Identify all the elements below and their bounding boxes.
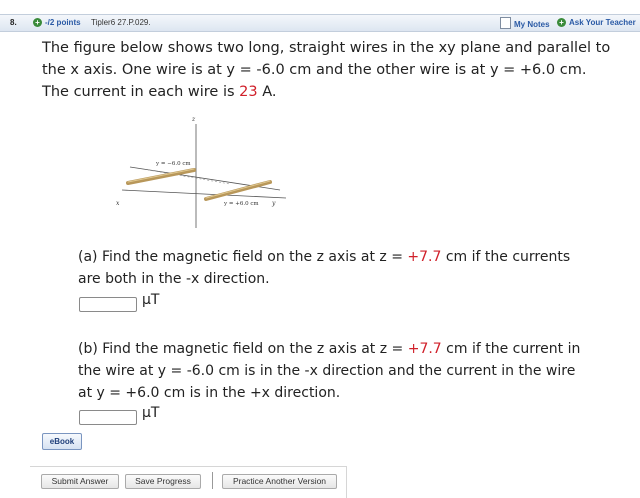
part-b-z-value: +7.7 [407,341,442,357]
part-a-unit: µT [142,292,160,308]
plus-icon[interactable]: + [557,18,566,27]
problem-line-3-text: The current in each wire is [42,84,240,100]
my-notes-link[interactable] [500,17,550,29]
part-b-text-end: cm if the current in [441,341,581,357]
current-value: 23 [239,84,258,100]
problem-line-3 [42,81,277,103]
z-label: z [192,116,196,123]
y-label: y [272,200,276,207]
points-label: -/2 points [45,18,81,27]
submit-answer-button[interactable]: Submit Answer [41,474,119,489]
notes-icon [500,17,511,29]
part-a-text: (a) Find the magnetic field on the z axis at z = [78,249,408,265]
wire1-label: y = −6.0 cm [156,161,191,167]
part-b-unit: µT [142,405,160,421]
problem-line-3-end: A. [257,84,277,100]
ebook-button[interactable]: eBook [42,433,82,450]
part-a-z-value: +7.7 [407,249,442,265]
problem-line-1: The figure below shows two long, straight wires in the xy plane and parallel to [42,40,611,56]
button-separator [212,472,213,489]
y-axis [122,190,286,198]
part-a-line-1 [78,246,570,268]
part-b-answer-input[interactable] [79,410,137,425]
practice-another-version-button[interactable]: Practice Another Version [222,474,337,489]
plus-icon[interactable]: + [33,18,42,27]
part-a-answer-input[interactable] [79,297,137,312]
part-b-line-1 [78,338,580,360]
wire2-label: y = +6.0 cm [224,201,259,207]
part-b-line-3: at y = +6.0 cm is in the +x direction. [78,385,341,401]
part-a-text-end: cm if the currents [441,249,571,265]
problem-line-2: the x axis. One wire is at y = -6.0 cm and the other wire is at y = +6.0 cm. [42,62,587,78]
question-number: 8. [10,18,17,27]
wires-figure [110,112,290,236]
part-b-line-2: the wire at y = -6.0 cm is in the -x direction and the current in the wire [78,363,576,379]
ask-teacher-link[interactable]: Ask Your Teacher [569,18,636,27]
problem-source: Tipler6 27.P.029. [91,18,151,27]
part-b-text: (b) Find the magnetic field on the z axis at z = [78,341,408,357]
question-header [0,14,640,32]
x-label: x [116,200,120,207]
save-progress-button[interactable]: Save Progress [125,474,201,489]
part-a-line-2: are both in the -x direction. [78,271,270,287]
my-notes-label: My Notes [514,20,550,29]
